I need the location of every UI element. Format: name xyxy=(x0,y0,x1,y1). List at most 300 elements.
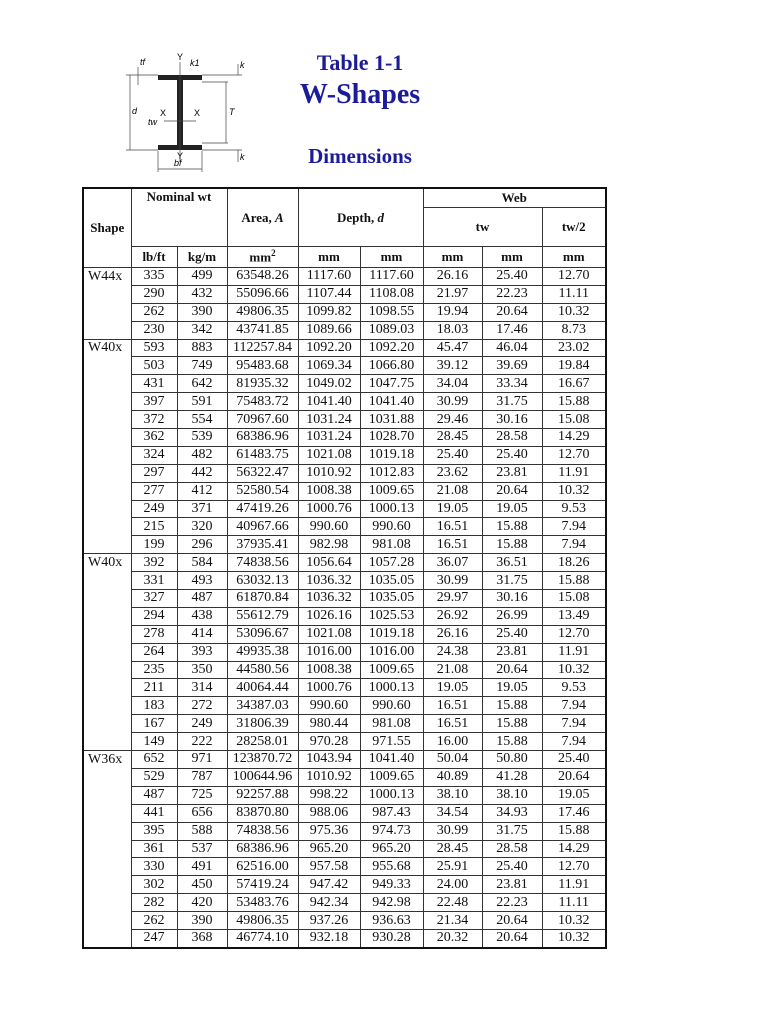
table-row xyxy=(83,536,606,554)
cell-tw-half: 7.94 xyxy=(542,536,606,554)
table-row xyxy=(83,303,606,321)
cell-tw-half: 13.49 xyxy=(542,607,606,625)
cell-depth-1: 937.26 xyxy=(298,912,360,930)
cell-tw-2: 34.93 xyxy=(482,804,542,822)
table-row xyxy=(83,357,606,375)
cell-area: 83870.80 xyxy=(227,804,298,822)
cell-area: 34387.03 xyxy=(227,697,298,715)
cell-shape xyxy=(83,518,131,536)
cell-tw-1: 26.92 xyxy=(423,607,482,625)
cell-shape xyxy=(83,500,131,518)
cell-depth-2: 1028.70 xyxy=(360,429,423,447)
cell-shape xyxy=(83,697,131,715)
cell-shape xyxy=(83,786,131,804)
cell-kg-m: 883 xyxy=(177,339,227,357)
cell-kg-m: 350 xyxy=(177,661,227,679)
cell-lb-ft: 294 xyxy=(131,607,177,625)
cell-tw-half: 18.26 xyxy=(542,554,606,572)
table-row xyxy=(83,840,606,858)
cell-depth-1: 1069.34 xyxy=(298,357,360,375)
cell-tw-1: 34.54 xyxy=(423,804,482,822)
cell-tw-1: 30.99 xyxy=(423,572,482,590)
cell-depth-1: 1008.38 xyxy=(298,661,360,679)
cell-area: 70967.60 xyxy=(227,411,298,429)
cell-tw-2: 19.05 xyxy=(482,500,542,518)
cell-shape xyxy=(83,804,131,822)
cell-depth-1: 1099.82 xyxy=(298,303,360,321)
table-row xyxy=(83,894,606,912)
cell-shape xyxy=(83,661,131,679)
cell-shape: W40x xyxy=(83,339,131,357)
cell-tw-half: 10.32 xyxy=(542,929,606,947)
cell-kg-m: 249 xyxy=(177,715,227,733)
table-row xyxy=(83,411,606,429)
cell-tw-2: 23.81 xyxy=(482,876,542,894)
cell-area: 44580.56 xyxy=(227,661,298,679)
cell-shape xyxy=(83,894,131,912)
cell-depth-2: 990.60 xyxy=(360,518,423,536)
cell-lb-ft: 282 xyxy=(131,894,177,912)
cell-tw-1: 45.47 xyxy=(423,339,482,357)
cell-tw-1: 16.51 xyxy=(423,697,482,715)
diagram-label-d: d xyxy=(132,106,138,116)
cell-kg-m: 482 xyxy=(177,446,227,464)
cell-tw-1: 22.48 xyxy=(423,894,482,912)
cell-tw-2: 15.88 xyxy=(482,733,542,751)
cell-tw-2: 15.88 xyxy=(482,536,542,554)
table-row xyxy=(83,482,606,500)
cell-tw-half: 12.70 xyxy=(542,625,606,643)
cell-depth-2: 1117.60 xyxy=(360,268,423,286)
cell-tw-2: 30.16 xyxy=(482,590,542,608)
cell-depth-2: 1019.18 xyxy=(360,446,423,464)
cell-kg-m: 442 xyxy=(177,464,227,482)
section-subtitle: Dimensions xyxy=(308,144,412,168)
cell-tw-2: 36.51 xyxy=(482,554,542,572)
table-row xyxy=(83,876,606,894)
cell-kg-m: 320 xyxy=(177,518,227,536)
table-row xyxy=(83,733,606,751)
cell-lb-ft: 397 xyxy=(131,393,177,411)
cell-depth-2: 971.55 xyxy=(360,733,423,751)
diagram-label-x-right: X xyxy=(194,108,201,118)
cell-depth-2: 1066.80 xyxy=(360,357,423,375)
cell-tw-half: 7.94 xyxy=(542,733,606,751)
cell-depth-1: 1041.40 xyxy=(298,393,360,411)
cell-depth-1: 1049.02 xyxy=(298,375,360,393)
cell-area: 61483.75 xyxy=(227,446,298,464)
cell-area: 123870.72 xyxy=(227,751,298,769)
table-row xyxy=(83,518,606,536)
cell-tw-half: 19.05 xyxy=(542,786,606,804)
table-row xyxy=(83,858,606,876)
cell-lb-ft: 302 xyxy=(131,876,177,894)
cell-shape xyxy=(83,768,131,786)
cell-depth-1: 1089.66 xyxy=(298,321,360,339)
cell-depth-1: 1056.64 xyxy=(298,554,360,572)
cell-area: 63032.13 xyxy=(227,572,298,590)
cell-tw-2: 31.75 xyxy=(482,822,542,840)
cell-shape xyxy=(83,446,131,464)
cell-tw-half: 10.32 xyxy=(542,482,606,500)
cell-kg-m: 296 xyxy=(177,536,227,554)
cell-depth-2: 1047.75 xyxy=(360,375,423,393)
table-row xyxy=(83,285,606,303)
cell-area: 40064.44 xyxy=(227,679,298,697)
cell-tw-2: 28.58 xyxy=(482,840,542,858)
cell-tw-half: 10.32 xyxy=(542,661,606,679)
cell-tw-half: 9.53 xyxy=(542,679,606,697)
cell-tw-1: 25.40 xyxy=(423,446,482,464)
cell-lb-ft: 262 xyxy=(131,303,177,321)
cell-kg-m: 584 xyxy=(177,554,227,572)
cell-area: 53096.67 xyxy=(227,625,298,643)
table-row xyxy=(83,500,606,518)
cell-area: 28258.01 xyxy=(227,733,298,751)
cell-shape xyxy=(83,822,131,840)
cell-tw-1: 18.03 xyxy=(423,321,482,339)
cell-depth-2: 1009.65 xyxy=(360,768,423,786)
cell-lb-ft: 199 xyxy=(131,536,177,554)
cell-tw-half: 12.70 xyxy=(542,268,606,286)
cell-tw-2: 22.23 xyxy=(482,894,542,912)
cell-depth-1: 1016.00 xyxy=(298,643,360,661)
cell-area: 61870.84 xyxy=(227,590,298,608)
cell-shape xyxy=(83,858,131,876)
unit-header: mm xyxy=(482,247,542,268)
cell-tw-half: 7.94 xyxy=(542,518,606,536)
cell-shape xyxy=(83,393,131,411)
cell-area: 57419.24 xyxy=(227,876,298,894)
cell-shape xyxy=(83,733,131,751)
table-row xyxy=(83,572,606,590)
cell-depth-1: 942.34 xyxy=(298,894,360,912)
table-row xyxy=(83,607,606,625)
cell-shape: W40x xyxy=(83,554,131,572)
cell-lb-ft: 235 xyxy=(131,661,177,679)
cell-area: 49806.35 xyxy=(227,303,298,321)
diagram-label-k-bottom: k xyxy=(240,152,245,162)
page-title: W-Shapes xyxy=(299,79,421,110)
cell-lb-ft: 431 xyxy=(131,375,177,393)
cell-depth-2: 1035.05 xyxy=(360,590,423,608)
cell-tw-2: 46.04 xyxy=(482,339,542,357)
cell-kg-m: 342 xyxy=(177,321,227,339)
cell-depth-1: 965.20 xyxy=(298,840,360,858)
col-header-area: Area, A xyxy=(227,188,298,247)
cell-kg-m: 487 xyxy=(177,590,227,608)
cell-depth-1: 990.60 xyxy=(298,518,360,536)
cell-lb-ft: 167 xyxy=(131,715,177,733)
diagram-label-tf: tf xyxy=(140,57,146,67)
cell-depth-2: 1041.40 xyxy=(360,751,423,769)
table-row xyxy=(83,822,606,840)
w-shape-section-diagram xyxy=(118,50,248,175)
cell-tw-1: 50.04 xyxy=(423,751,482,769)
cell-tw-1: 21.34 xyxy=(423,912,482,930)
cell-depth-2: 1019.18 xyxy=(360,625,423,643)
table-row xyxy=(83,393,606,411)
cell-depth-2: 1009.65 xyxy=(360,482,423,500)
cell-tw-half: 14.29 xyxy=(542,429,606,447)
diagram-label-k-top: k xyxy=(240,60,245,70)
cell-kg-m: 222 xyxy=(177,733,227,751)
cell-lb-ft: 330 xyxy=(131,858,177,876)
cell-kg-m: 537 xyxy=(177,840,227,858)
cell-depth-2: 990.60 xyxy=(360,697,423,715)
cell-kg-m: 749 xyxy=(177,357,227,375)
cell-area: 68386.96 xyxy=(227,840,298,858)
table-row xyxy=(83,643,606,661)
cell-depth-2: 1009.65 xyxy=(360,661,423,679)
cell-shape xyxy=(83,357,131,375)
col-header-depth: Depth, d xyxy=(298,188,423,247)
cell-tw-2: 17.46 xyxy=(482,321,542,339)
diagram-label-bf: bf xyxy=(174,158,182,168)
cell-depth-2: 1025.53 xyxy=(360,607,423,625)
cell-tw-half: 12.70 xyxy=(542,858,606,876)
cell-tw-2: 30.16 xyxy=(482,411,542,429)
cell-kg-m: 371 xyxy=(177,500,227,518)
table-row xyxy=(83,429,606,447)
cell-tw-1: 16.51 xyxy=(423,715,482,733)
cell-tw-half: 7.94 xyxy=(542,715,606,733)
cell-kg-m: 390 xyxy=(177,303,227,321)
table-row xyxy=(83,268,606,286)
cell-tw-2: 26.99 xyxy=(482,607,542,625)
cell-tw-half: 23.02 xyxy=(542,339,606,357)
cell-lb-ft: 262 xyxy=(131,912,177,930)
cell-lb-ft: 395 xyxy=(131,822,177,840)
table-number: Table 1-1 xyxy=(316,50,404,75)
cell-area: 37935.41 xyxy=(227,536,298,554)
cell-tw-2: 39.69 xyxy=(482,357,542,375)
cell-kg-m: 412 xyxy=(177,482,227,500)
cell-tw-1: 28.45 xyxy=(423,429,482,447)
cell-lb-ft: 277 xyxy=(131,482,177,500)
cell-shape xyxy=(83,285,131,303)
cell-depth-2: 1108.08 xyxy=(360,285,423,303)
cell-area: 100644.96 xyxy=(227,768,298,786)
cell-depth-1: 970.28 xyxy=(298,733,360,751)
cell-lb-ft: 247 xyxy=(131,929,177,947)
cell-shape xyxy=(83,876,131,894)
cell-shape xyxy=(83,429,131,447)
table-row xyxy=(83,625,606,643)
cell-lb-ft: 264 xyxy=(131,643,177,661)
cell-area: 63548.26 xyxy=(227,268,298,286)
cell-tw-1: 39.12 xyxy=(423,357,482,375)
cell-depth-2: 1016.00 xyxy=(360,643,423,661)
cell-shape xyxy=(83,303,131,321)
cell-lb-ft: 211 xyxy=(131,679,177,697)
cell-depth-2: 1000.13 xyxy=(360,786,423,804)
cell-depth-2: 942.98 xyxy=(360,894,423,912)
cell-area: 46774.10 xyxy=(227,929,298,947)
cell-kg-m: 588 xyxy=(177,822,227,840)
cell-shape xyxy=(83,536,131,554)
cell-area: 68386.96 xyxy=(227,429,298,447)
cell-depth-1: 1000.76 xyxy=(298,500,360,518)
cell-lb-ft: 503 xyxy=(131,357,177,375)
cell-tw-1: 24.00 xyxy=(423,876,482,894)
cell-shape xyxy=(83,607,131,625)
cell-tw-half: 8.73 xyxy=(542,321,606,339)
cell-depth-1: 1031.24 xyxy=(298,411,360,429)
cell-kg-m: 725 xyxy=(177,786,227,804)
cell-tw-1: 16.51 xyxy=(423,536,482,554)
unit-header: mm xyxy=(360,247,423,268)
unit-header: mm xyxy=(423,247,482,268)
cell-depth-2: 987.43 xyxy=(360,804,423,822)
cell-tw-1: 29.97 xyxy=(423,590,482,608)
cell-depth-2: 955.68 xyxy=(360,858,423,876)
cell-tw-1: 19.05 xyxy=(423,679,482,697)
cell-depth-2: 965.20 xyxy=(360,840,423,858)
cell-tw-2: 20.64 xyxy=(482,912,542,930)
cell-depth-2: 1098.55 xyxy=(360,303,423,321)
cell-kg-m: 314 xyxy=(177,679,227,697)
cell-tw-half: 19.84 xyxy=(542,357,606,375)
cell-lb-ft: 362 xyxy=(131,429,177,447)
cell-tw-half: 25.40 xyxy=(542,751,606,769)
cell-depth-1: 1107.44 xyxy=(298,285,360,303)
diagram-label-T: T xyxy=(229,107,235,117)
table-row xyxy=(83,590,606,608)
cell-tw-2: 15.88 xyxy=(482,715,542,733)
table-row xyxy=(83,554,606,572)
cell-area: 52580.54 xyxy=(227,482,298,500)
cell-tw-half: 11.91 xyxy=(542,876,606,894)
cell-lb-ft: 392 xyxy=(131,554,177,572)
cell-tw-half: 16.67 xyxy=(542,375,606,393)
cell-lb-ft: 335 xyxy=(131,268,177,286)
cell-lb-ft: 327 xyxy=(131,590,177,608)
cell-lb-ft: 361 xyxy=(131,840,177,858)
col-header-nominal-wt: Nominal wt xyxy=(131,188,227,247)
cell-depth-1: 947.42 xyxy=(298,876,360,894)
cell-area: 40967.66 xyxy=(227,518,298,536)
diagram-label-y-top: Y xyxy=(177,52,184,62)
cell-lb-ft: 372 xyxy=(131,411,177,429)
cell-tw-2: 25.40 xyxy=(482,625,542,643)
cell-tw-1: 30.99 xyxy=(423,393,482,411)
cell-depth-1: 1010.92 xyxy=(298,768,360,786)
cell-tw-1: 38.10 xyxy=(423,786,482,804)
cell-tw-2: 28.58 xyxy=(482,429,542,447)
table-row xyxy=(83,679,606,697)
unit-header: mm xyxy=(298,247,360,268)
cell-tw-half: 7.94 xyxy=(542,697,606,715)
cell-depth-1: 1010.92 xyxy=(298,464,360,482)
table-row xyxy=(83,804,606,822)
cell-tw-half: 11.91 xyxy=(542,464,606,482)
cell-tw-half: 11.11 xyxy=(542,285,606,303)
cell-shape xyxy=(83,464,131,482)
cell-depth-2: 1012.83 xyxy=(360,464,423,482)
table-row xyxy=(83,912,606,930)
cell-kg-m: 432 xyxy=(177,285,227,303)
diagram-label-x-left: X xyxy=(160,108,167,118)
cell-shape xyxy=(83,840,131,858)
cell-depth-1: 1021.08 xyxy=(298,446,360,464)
cell-tw-half: 17.46 xyxy=(542,804,606,822)
cell-tw-1: 26.16 xyxy=(423,625,482,643)
cell-tw-1: 23.62 xyxy=(423,464,482,482)
cell-depth-2: 1035.05 xyxy=(360,572,423,590)
cell-tw-half: 10.32 xyxy=(542,303,606,321)
cell-tw-half: 11.11 xyxy=(542,894,606,912)
cell-depth-1: 1036.32 xyxy=(298,590,360,608)
cell-shape xyxy=(83,411,131,429)
cell-shape xyxy=(83,572,131,590)
cell-depth-2: 974.73 xyxy=(360,822,423,840)
cell-lb-ft: 149 xyxy=(131,733,177,751)
col-header-tw: tw xyxy=(423,208,542,247)
unit-header: mm xyxy=(542,247,606,268)
cell-depth-2: 1092.20 xyxy=(360,339,423,357)
cell-tw-2: 25.40 xyxy=(482,268,542,286)
cell-tw-1: 21.08 xyxy=(423,661,482,679)
cell-tw-half: 15.88 xyxy=(542,393,606,411)
cell-tw-1: 16.51 xyxy=(423,518,482,536)
unit-header: $mm^2$ xyxy=(227,247,298,268)
cell-shape: W44x xyxy=(83,268,131,286)
cell-depth-1: 1031.24 xyxy=(298,429,360,447)
cell-kg-m: 499 xyxy=(177,268,227,286)
cell-tw-2: 22.23 xyxy=(482,285,542,303)
cell-depth-2: 930.28 xyxy=(360,929,423,947)
cell-area: 31806.39 xyxy=(227,715,298,733)
cell-tw-1: 21.97 xyxy=(423,285,482,303)
cell-tw-2: 31.75 xyxy=(482,572,542,590)
cell-tw-half: 9.53 xyxy=(542,500,606,518)
cell-area: 49806.35 xyxy=(227,912,298,930)
cell-kg-m: 390 xyxy=(177,912,227,930)
cell-lb-ft: 529 xyxy=(131,768,177,786)
cell-depth-2: 1089.03 xyxy=(360,321,423,339)
cell-lb-ft: 331 xyxy=(131,572,177,590)
cell-tw-2: 15.88 xyxy=(482,697,542,715)
cell-shape xyxy=(83,590,131,608)
cell-depth-2: 1000.13 xyxy=(360,500,423,518)
cell-tw-2: 31.75 xyxy=(482,393,542,411)
cell-tw-half: 14.29 xyxy=(542,840,606,858)
cell-depth-1: 1021.08 xyxy=(298,625,360,643)
cell-depth-1: 980.44 xyxy=(298,715,360,733)
cell-kg-m: 539 xyxy=(177,429,227,447)
cell-shape xyxy=(83,715,131,733)
cell-tw-half: 11.91 xyxy=(542,643,606,661)
cell-tw-half: 15.08 xyxy=(542,411,606,429)
cell-tw-2: 15.88 xyxy=(482,518,542,536)
cell-lb-ft: 324 xyxy=(131,446,177,464)
table-row xyxy=(83,339,606,357)
cell-depth-2: 949.33 xyxy=(360,876,423,894)
cell-tw-half: 15.88 xyxy=(542,572,606,590)
cell-depth-1: 1092.20 xyxy=(298,339,360,357)
cell-lb-ft: 652 xyxy=(131,751,177,769)
cell-area: 56322.47 xyxy=(227,464,298,482)
cell-kg-m: 272 xyxy=(177,697,227,715)
cell-kg-m: 787 xyxy=(177,768,227,786)
cell-tw-2: 38.10 xyxy=(482,786,542,804)
cell-tw-1: 26.16 xyxy=(423,268,482,286)
cell-depth-1: 1026.16 xyxy=(298,607,360,625)
cell-tw-1: 36.07 xyxy=(423,554,482,572)
cell-area: 55096.66 xyxy=(227,285,298,303)
cell-area: 112257.84 xyxy=(227,339,298,357)
